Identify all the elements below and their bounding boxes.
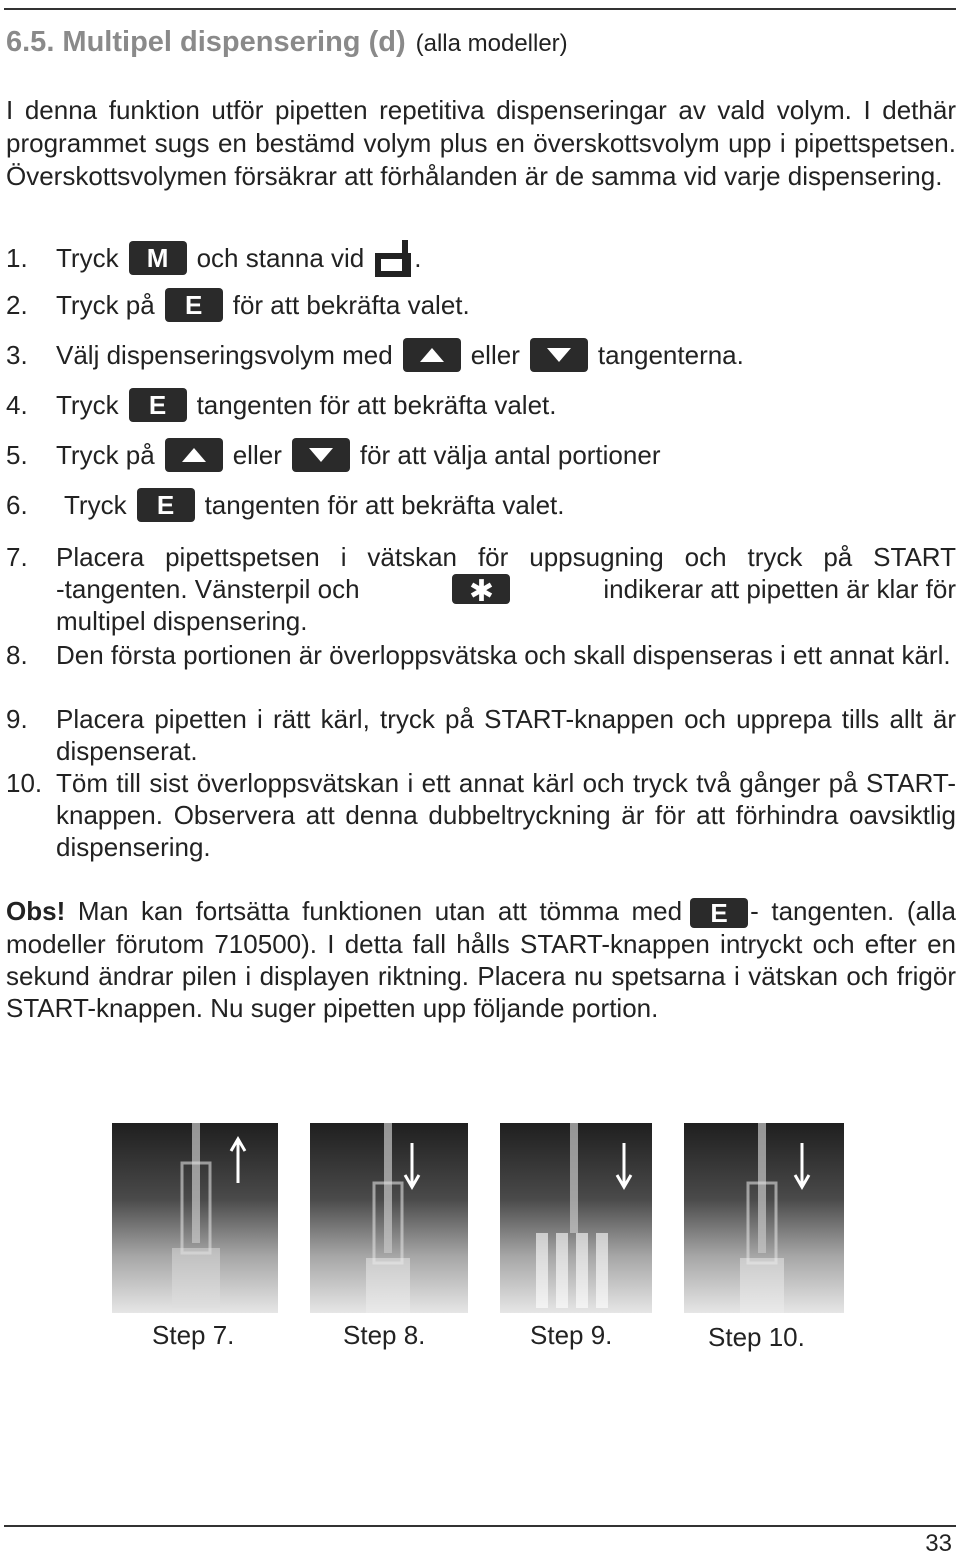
e-key-icon: E	[137, 488, 195, 522]
step-text: Den första portionen är överloppsvätska och skall dispenseras i ett annat kärl.	[56, 640, 951, 670]
step-text: Tryck	[64, 490, 127, 520]
section-heading	[6, 26, 568, 59]
bottom-rule	[4, 1525, 956, 1527]
step-7	[6, 541, 956, 637]
page-number: 33	[925, 1530, 952, 1557]
step-9-photo	[500, 1123, 652, 1313]
step-text: och stanna vid	[196, 243, 365, 273]
step-6	[6, 488, 564, 522]
step-number: 3.	[6, 340, 28, 370]
step-1	[6, 238, 421, 278]
photo-caption: Step 7.	[152, 1320, 235, 1350]
step-text: eller	[232, 440, 282, 470]
step-text: Tryck	[56, 390, 119, 420]
step-number: 7.	[6, 542, 28, 572]
step-number: 1.	[6, 243, 28, 273]
step-text: tangenterna.	[597, 340, 744, 370]
step-text: eller	[470, 340, 520, 370]
top-rule	[4, 8, 956, 10]
section-title: 6.5. Multipel dispensering (d)	[6, 26, 406, 58]
step-text: Placera pipetten i rätt kärl, tryck på START-knappen och upprepa tills allt är dispenserat.	[56, 704, 956, 766]
step-text: Tryck på	[56, 290, 155, 320]
step-text: för att välja antal portioner	[359, 440, 661, 470]
intro-paragraph: I denna funktion utför pipetten repetitiva dispenseringar av vald volym. I dethär programmet sugs en bestämd volym plus en överskottsvolym upp i pipettspetsen. Överskottsvolymen försäkrar att förhålanden är de samma vid varje dispensering.	[6, 95, 956, 191]
step-2	[6, 288, 470, 322]
multi-dispense-d-icon	[374, 238, 414, 278]
e-key-icon: E	[690, 898, 748, 928]
asterisk-key-icon: ✱	[452, 574, 510, 604]
step-text: Töm till sist överloppsvätskan i ett annat kärl och tryck två gånger på START-knappen. Observera att denna dubbeltryckning är för att förhindra oavsiktlig dispensering.	[56, 768, 956, 862]
e-key-icon: E	[165, 288, 223, 322]
step-8-photo	[310, 1123, 468, 1313]
down-arrow-key-icon	[530, 338, 588, 372]
step-number: 9.	[6, 704, 28, 734]
note-paragraph	[6, 895, 956, 1024]
note-text: Man kan fortsätta funktionen utan att tömma med	[77, 896, 683, 926]
step-5	[6, 438, 660, 472]
up-arrow-key-icon	[165, 438, 223, 472]
step-number: 8.	[6, 640, 28, 670]
step-text: indikerar att pipetten är klar för	[603, 574, 956, 604]
step-text: -tangenten. Vänsterpil och	[56, 574, 360, 604]
step-text: för att bekräfta valet.	[232, 290, 470, 320]
step-3	[6, 338, 744, 372]
step-number: 4.	[6, 390, 28, 420]
down-arrow-key-icon	[292, 438, 350, 472]
step-7-photo	[112, 1123, 278, 1313]
step-number: 2.	[6, 290, 28, 320]
step-number: 10.	[6, 768, 43, 798]
photo-caption: Step 8.	[343, 1320, 426, 1350]
step-text: Tryck	[56, 243, 119, 273]
step-text: .	[414, 243, 422, 273]
photo-caption: Step 10.	[708, 1322, 805, 1352]
m-key-icon: M	[129, 241, 187, 275]
step-7-line-2	[56, 573, 956, 608]
step-8	[6, 639, 956, 671]
step-9	[6, 703, 956, 767]
note-label: Obs!	[6, 896, 66, 926]
step-4	[6, 388, 556, 422]
section-subtitle: (alla modeller)	[415, 30, 568, 57]
step-number: 6.	[6, 490, 28, 520]
step-text: Välj dispenseringsvolym med	[56, 340, 393, 370]
step-text: Placera pipettspetsen i vätskan för uppsugning och tryck på START	[56, 542, 956, 572]
step-10-photo	[684, 1123, 844, 1313]
note-text: - tangenten. (alla modeller förutom 710500). I detta fall hålls START-knappen intryckt och efter en sekund ändrar pilen i displayen riktning. Placera nu spetsarna i vätskan och frigör START-knappen. Nu suger pipetten upp följande portion.	[6, 896, 956, 1024]
up-arrow-key-icon	[403, 338, 461, 372]
step-number: 5.	[6, 440, 28, 470]
step-text: multipel dispensering.	[56, 606, 308, 636]
e-key-icon: E	[129, 388, 187, 422]
photo-caption: Step 9.	[530, 1320, 613, 1350]
step-text: tangenten för att bekräfta valet.	[204, 490, 565, 520]
step-10	[6, 767, 956, 863]
step-text: Tryck på	[56, 440, 155, 470]
step-text: tangenten för att bekräfta valet.	[196, 390, 557, 420]
